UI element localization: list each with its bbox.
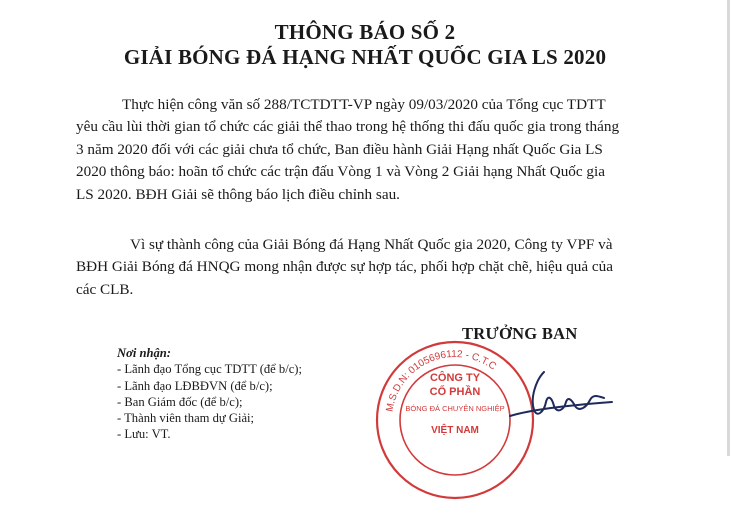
paragraph-1-line: Thực hiện công văn số 288/TCTDTT-VP ngày 09/03/2020 của Tổng cục TDTT bbox=[122, 96, 606, 113]
recipient-item: - Lưu: VT. bbox=[117, 427, 171, 442]
paragraph-1-line: 2020 thông báo: hoãn tổ chức các trận đấu Vòng 1 và Vòng 2 Giải hạng Nhất Quốc gia bbox=[76, 163, 605, 181]
stamp-outer-text: M.S.D.N: 0105696112 - C.T.C bbox=[384, 348, 499, 413]
paragraph-1 bbox=[76, 94, 640, 206]
paragraph-2-line: các CLB. bbox=[76, 280, 134, 298]
recipients-heading: Nơi nhận: bbox=[117, 346, 172, 360]
paragraph-1-line: yêu cầu lùi thời gian tổ chức các giải thể thao trong hệ thống thi đấu quốc gia trong tháng bbox=[76, 118, 620, 136]
paragraph-1-line: LS 2020. BĐH Giải sẽ thông báo lịch điều chỉnh sau. bbox=[76, 185, 400, 203]
document-title: THÔNG BÁO SỐ 2 bbox=[274, 20, 456, 44]
paragraph-2-line: Vì sự thành công của Giải Bóng đá Hạng Nhất Quốc gia 2020, Công ty VPF và bbox=[130, 236, 613, 253]
paragraph-2-line: BĐH Giải Bóng đá HNQG mong nhận được sự hợp tác, phối hợp chặt chẽ, hiệu quả của bbox=[76, 258, 613, 276]
recipient-item: - Thành viên tham dự Giải; bbox=[117, 411, 255, 426]
stamp-line-2: CỔ PHẦN bbox=[429, 386, 481, 398]
signature-stroke bbox=[510, 372, 612, 416]
recipients-block bbox=[117, 345, 302, 443]
stamp-line-1: CÔNG TY bbox=[429, 372, 481, 384]
recipient-item: - Lãnh đạo Tổng cục TDTT (để b/c); bbox=[117, 362, 303, 377]
stamp-line-3: BÓNG ĐÁ CHUYÊN NGHIỆP bbox=[405, 404, 505, 413]
signature-title: TRƯỞNG BAN bbox=[462, 324, 578, 343]
handwritten-signature bbox=[500, 360, 620, 430]
paragraph-2 bbox=[76, 234, 640, 301]
paragraph-1-line: 3 năm 2020 đối với các giải chưa tổ chức, Ban điều hành Giải Hạng nhất Quốc Gia LS bbox=[76, 140, 603, 158]
document-subtitle: GIẢI BÓNG ĐÁ HẠNG NHẤT QUỐC GIA LS 2020 bbox=[123, 45, 607, 69]
recipient-item: - Ban Giám đốc (để b/c); bbox=[117, 394, 243, 409]
recipient-item: - Lãnh đạo LĐBĐVN (để b/c); bbox=[117, 378, 273, 393]
stamp-line-4: VIỆT NAM bbox=[431, 425, 479, 436]
